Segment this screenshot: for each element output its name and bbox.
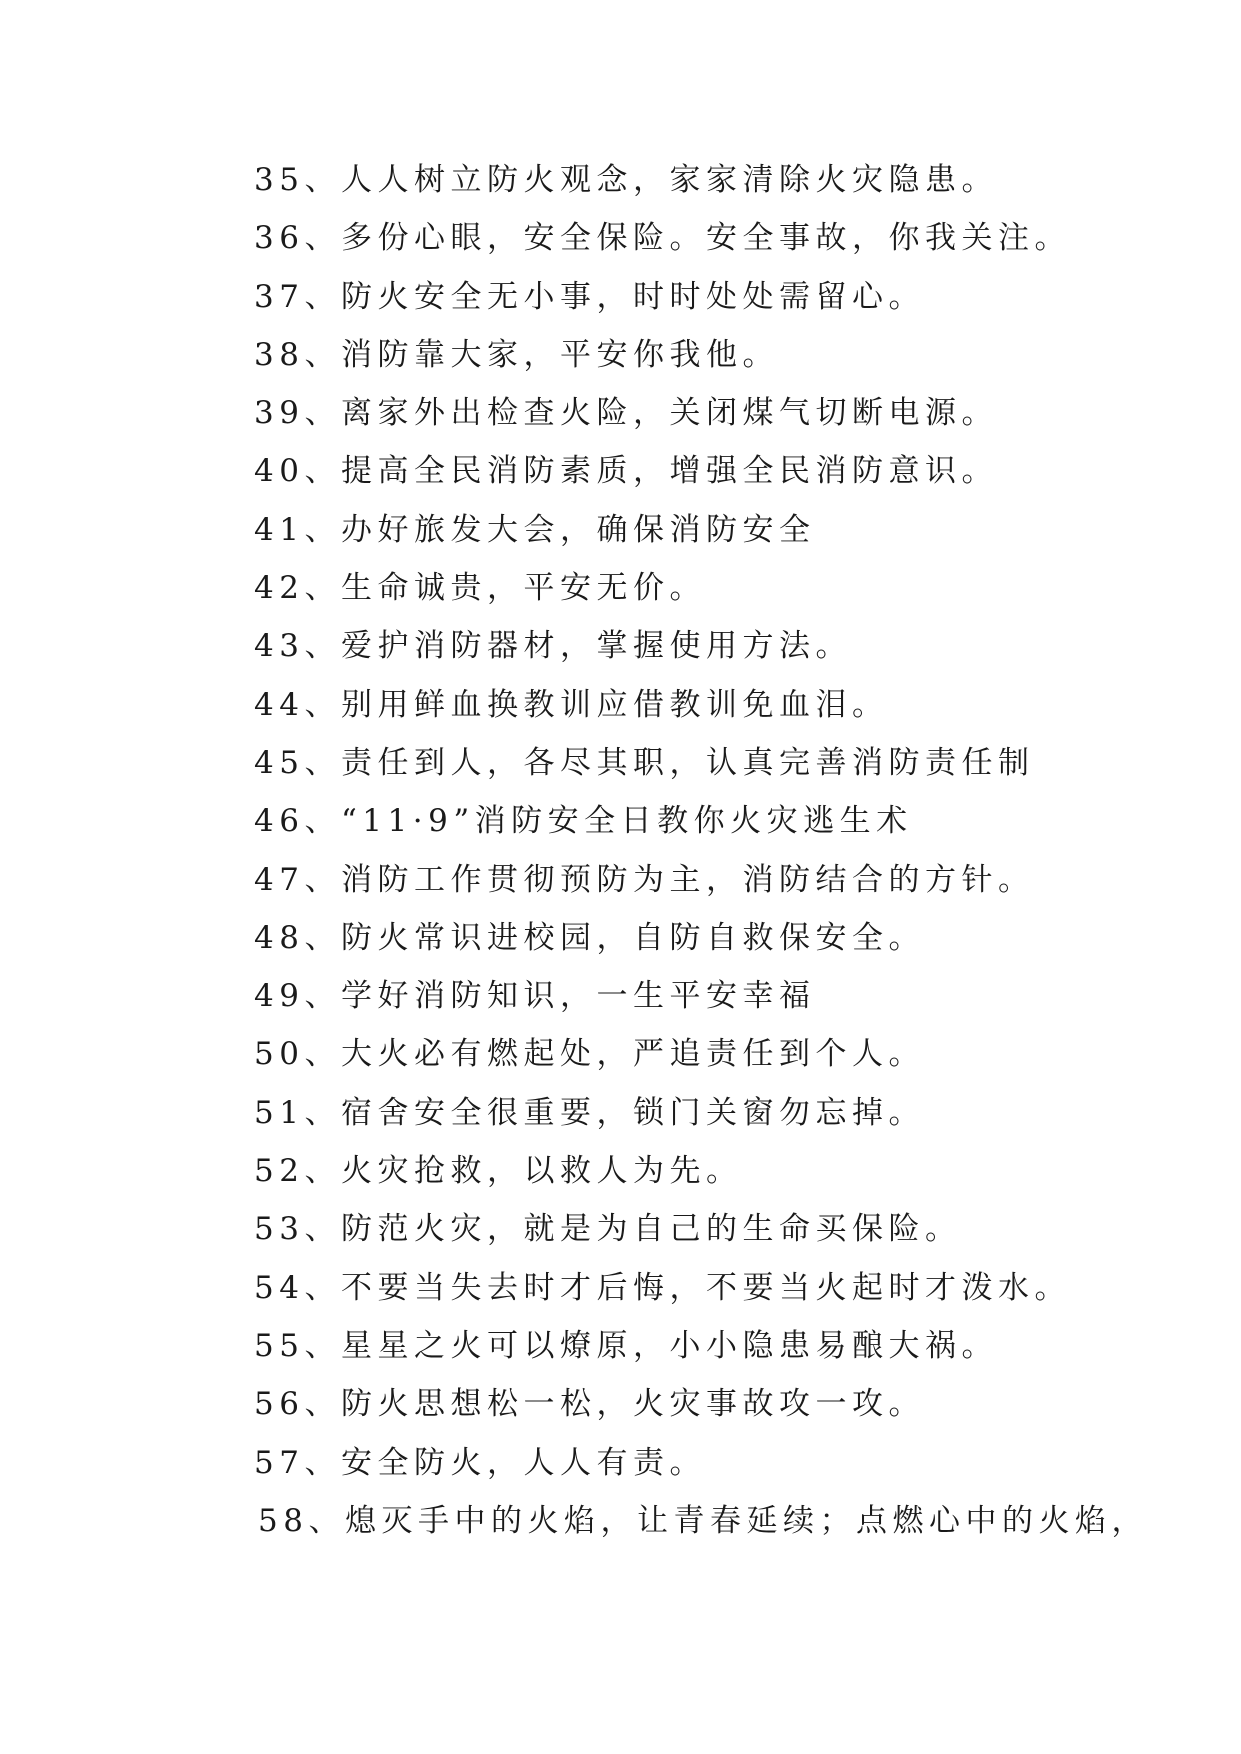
list-item: 41、办好旅发大会，确保消防安全: [254, 511, 816, 548]
list-item: 45、责任到人，各尽其职，认真完善消防责任制: [254, 744, 1035, 781]
list-item: 38、消防靠大家，平安你我他。: [254, 336, 779, 373]
list-item: 48、防火常识进校园，自防自救保安全。: [254, 919, 925, 956]
list-item: 36、多份心眼，安全保险。安全事故，你我关注。: [254, 220, 1071, 257]
list-item: 57、安全防火，人人有责。: [254, 1444, 706, 1481]
slogan-list: [254, 160, 1148, 1559]
list-item: 44、别用鲜血换教训应借教训免血泪。: [254, 686, 889, 723]
list-item: 47、消防工作贯彻预防为主，消防结合的方针。: [254, 861, 1035, 898]
list-item: 54、不要当失去时才后悔，不要当火起时才泼水。: [254, 1269, 1071, 1306]
list-item: 40、提高全民消防素质，增强全民消防意识。: [254, 453, 998, 490]
list-item: 37、防火安全无小事，时时处处需留心。: [254, 278, 925, 315]
list-item: 43、爱护消防器材，掌握使用方法。: [254, 628, 852, 665]
list-item: 39、离家外出检查火险，关闭煤气切断电源。: [254, 395, 998, 432]
list-item: 58、熄灭手中的火焰，让青春延续；点燃心中的火焰，: [258, 1502, 1148, 1539]
list-item: 51、宿舍安全很重要，锁门关窗勿忘掉。: [254, 1094, 925, 1131]
list-item: 49、学好消防知识，一生平安幸福: [254, 978, 816, 1015]
list-item: 53、防范火灾，就是为自己的生命买保险。: [254, 1211, 962, 1248]
list-item: 56、防火思想松一松，火灾事故攻一攻。: [254, 1386, 925, 1423]
list-item: 46、“11·9”消防安全日教你火灾逃生术: [254, 803, 913, 840]
list-item: 55、星星之火可以燎原，小小隐患易酿大祸。: [254, 1327, 998, 1364]
list-item: 35、人人树立防火观念，家家清除火灾隐患。: [254, 162, 998, 198]
list-item: 52、火灾抢救，以救人为先。: [254, 1153, 743, 1190]
list-item: 50、大火必有燃起处，严追责任到个人。: [254, 1036, 925, 1073]
list-item: 42、生命诚贵，平安无价。: [254, 570, 706, 607]
